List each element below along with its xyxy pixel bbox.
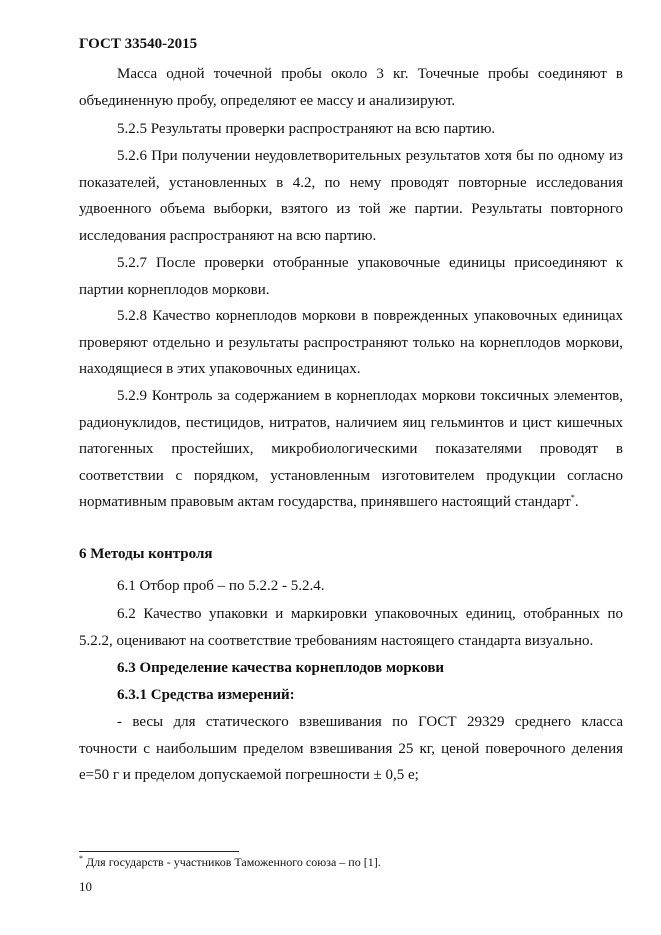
body-block-5 — [79, 303, 623, 383]
section-6-3-block — [79, 655, 623, 681]
paragraph-5-2-7: 5.2.7 После проверки отобранные упаковочные единицы присоединяют к партии корнеплодов моркови. — [79, 255, 623, 298]
body-block-6 — [79, 383, 623, 516]
paragraph-5-2-9: 5.2.9 Контроль за содержанием в корнеплодах моркови токсичных элементов, радионуклидов, пестицидов, нитратов, наличием яиц гельминтов и цист кишечных патогенных простейших, микробиологическими показателями проводят в соответствии с порядком, установленным изготовителем продукции согласно нормативным правовым актам государства, принявшего настоящий стандарт*. — [79, 388, 623, 510]
footnote-mark: * — [79, 854, 83, 863]
paragraph-5-2-9-text: 5.2.9 Контроль за содержанием в корнеплодах моркови токсичных элементов, радионуклидов, пестицидов, нитратов, наличием яиц гельминтов и цист кишечных патогенных простейших, микробиологическими показателями проводят в соответствии с порядком, установленным изготовителем продукции согласно нормативным правовым актам государства, принявшего настоящий стандарт — [79, 388, 623, 510]
paragraph-5-2-6: 5.2.6 При получении неудовлетворительных результатов хотя бы по одному из показателей, установленных в 4.2, по нему проводят повторные исследования удвоенного объема выборки, взятого из той же партии. Результаты повторного исследования распространяют на всю партию. — [79, 148, 623, 244]
paragraph-6-1: 6.1 Отбор проб – по 5.2.2 - 5.2.4. — [117, 578, 325, 594]
paragraph-sample-mass: Масса одной точечной пробы около 3 кг. Точечные пробы соединяют в объединенную пробу, определяют ее массу и анализируют. — [79, 66, 623, 109]
heading-6-3: 6.3 Определение качества корнеплодов моркови — [117, 660, 445, 676]
section-6-3-1-block — [79, 682, 623, 708]
heading-6-3-1: 6.3.1 Средства измерений: — [117, 687, 295, 703]
footnote-reference: * — [570, 493, 575, 502]
body-block-4 — [79, 250, 623, 303]
footnote-text: Для государств - участников Таможенного союза – по [1]. — [86, 855, 381, 869]
body-block-2 — [79, 116, 623, 143]
list-item-scales: - весы для статического взвешивания по ГОСТ 29329 среднего класса точности с наибольшим пределом взвешивания 25 кг, ценой поверочного деления е=50 г и пределом допускаемой погрешности ± 0,5 е; — [79, 714, 623, 783]
body-block-3 — [79, 143, 623, 249]
page-number: 10 — [79, 879, 92, 894]
section-6-3-1-items — [79, 709, 623, 789]
section-6-2-block — [79, 601, 623, 654]
footnote — [79, 855, 381, 870]
paragraph-6-2: 6.2 Качество упаковки и маркировки упаковочных единиц, отобранных по 5.2.2, оценивают на соответствие требованиям настоящего стандарта визуально. — [79, 606, 623, 649]
section-6 — [79, 541, 623, 567]
body-block-1 — [79, 61, 623, 114]
section-6-title: 6 Методы контроля — [79, 546, 213, 562]
paragraph-5-2-5: 5.2.5 Результаты проверки распространяют на всю партию. — [117, 121, 496, 137]
paragraph-5-2-8: 5.2.8 Качество корнеплодов моркови в поврежденных упаковочных единицах проверяют отдельно и результаты распространяют только на корнеплодов моркови, находящиеся в этих упаковочных единицах. — [79, 308, 623, 377]
document-header: ГОСТ 33540-2015 — [79, 36, 198, 52]
footnote-divider — [79, 851, 239, 852]
section-6-1-block — [79, 573, 623, 600]
